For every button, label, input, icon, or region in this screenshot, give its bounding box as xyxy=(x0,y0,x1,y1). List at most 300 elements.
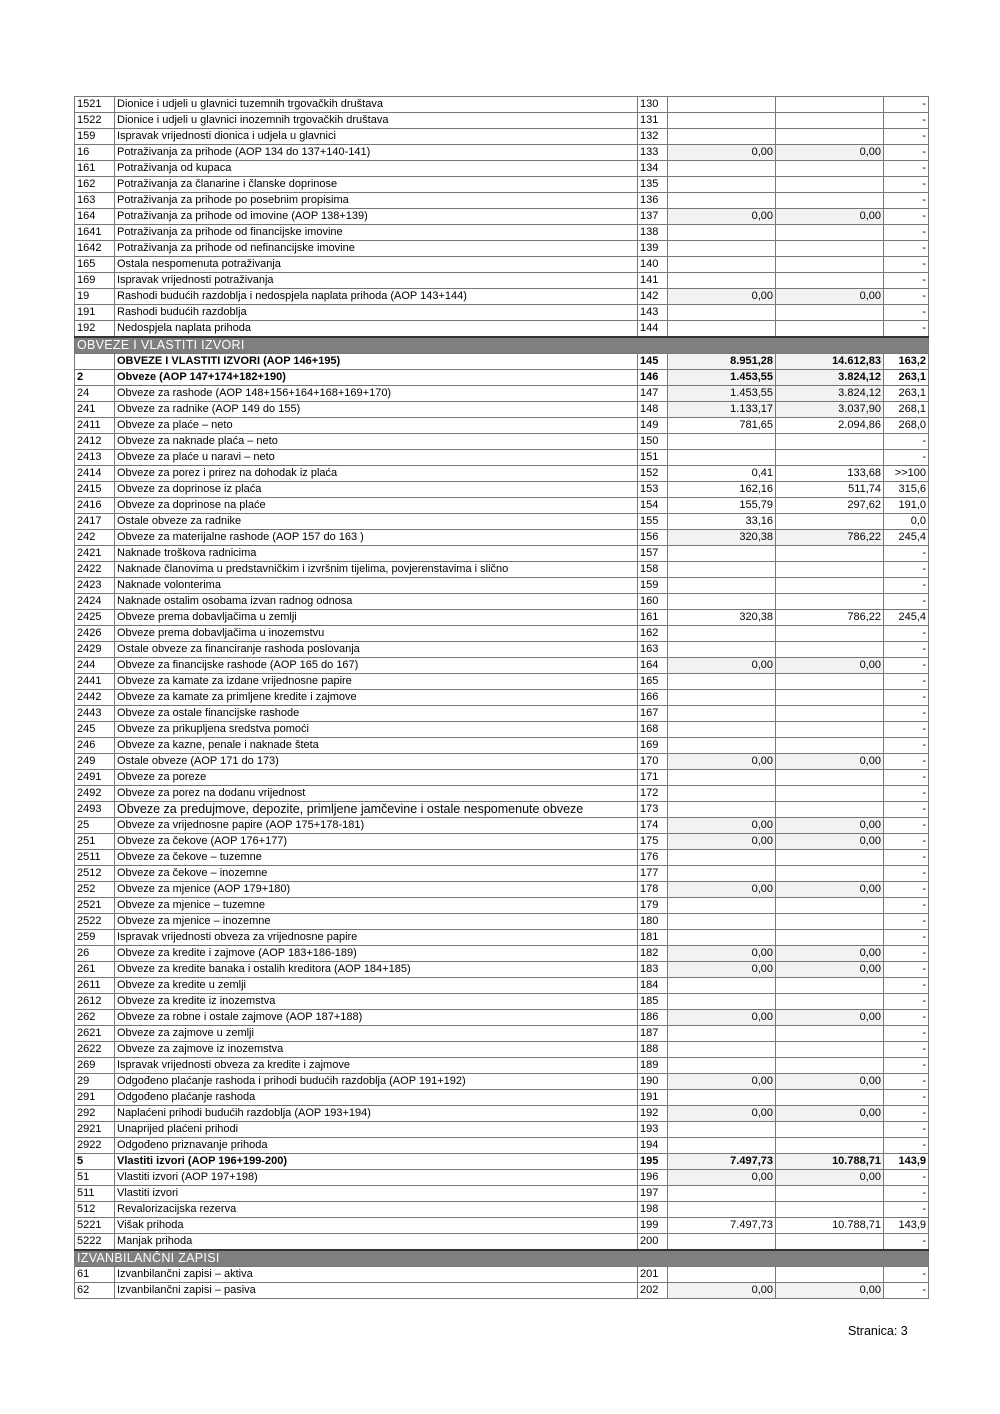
prior-period-value-cell: 0,00 xyxy=(668,658,776,674)
account-name-cell: Višak prihoda xyxy=(115,1218,638,1234)
aop-code-cell: 173 xyxy=(638,802,668,818)
account-code-cell: 512 xyxy=(75,1202,115,1218)
table-row xyxy=(75,1074,929,1090)
prior-period-value-cell: 0,00 xyxy=(668,145,776,161)
balance-sheet-table xyxy=(74,96,929,1299)
index-cell: - xyxy=(884,1170,929,1186)
section-header-row xyxy=(75,337,929,354)
current-period-value-cell: 0,00 xyxy=(776,754,884,770)
aop-code-cell: 197 xyxy=(638,1186,668,1202)
account-name-cell: Izvanbilančni zapisi – aktiva xyxy=(115,1267,638,1283)
index-cell: - xyxy=(884,946,929,962)
table-row xyxy=(75,1283,929,1299)
account-code-cell: 169 xyxy=(75,273,115,289)
index-cell: - xyxy=(884,1042,929,1058)
account-name-cell: Obveze za kazne, penale i naknade šteta xyxy=(115,738,638,754)
aop-code-cell: 189 xyxy=(638,1058,668,1074)
aop-code-cell: 171 xyxy=(638,770,668,786)
aop-code-cell: 169 xyxy=(638,738,668,754)
table-row xyxy=(75,1234,929,1251)
prior-period-value-cell: 0,00 xyxy=(668,754,776,770)
table-row xyxy=(75,914,929,930)
table-row xyxy=(75,994,929,1010)
table-row xyxy=(75,978,929,994)
prior-period-value-cell xyxy=(668,1058,776,1074)
index-cell: - xyxy=(884,321,929,338)
account-code-cell: 5221 xyxy=(75,1218,115,1234)
account-code-cell: 262 xyxy=(75,1010,115,1026)
prior-period-value-cell xyxy=(668,914,776,930)
current-period-value-cell xyxy=(776,994,884,1010)
current-period-value-cell: 0,00 xyxy=(776,882,884,898)
aop-code-cell: 160 xyxy=(638,594,668,610)
current-period-value-cell: 0,00 xyxy=(776,1074,884,1090)
current-period-value-cell xyxy=(776,562,884,578)
account-code-cell: 511 xyxy=(75,1186,115,1202)
prior-period-value-cell: 0,00 xyxy=(668,1074,776,1090)
section-title: IZVANBILANČNI ZAPISI xyxy=(75,1250,929,1267)
account-code-cell: 159 xyxy=(75,129,115,145)
index-cell: - xyxy=(884,898,929,914)
table-row xyxy=(75,1186,929,1202)
table-row xyxy=(75,386,929,402)
aop-code-cell: 165 xyxy=(638,674,668,690)
table-row xyxy=(75,482,929,498)
account-name-cell: Obveze za rashode (AOP 148+156+164+168+169+170) xyxy=(115,386,638,402)
account-code-cell: 2493 xyxy=(75,802,115,818)
prior-period-value-cell xyxy=(668,546,776,562)
prior-period-value-cell xyxy=(668,562,776,578)
prior-period-value-cell: 0,00 xyxy=(668,962,776,978)
current-period-value-cell xyxy=(776,770,884,786)
index-cell: - xyxy=(884,1122,929,1138)
current-period-value-cell xyxy=(776,546,884,562)
account-name-cell: Obveze za mjenice – tuzemne xyxy=(115,898,638,914)
current-period-value-cell: 0,00 xyxy=(776,209,884,225)
aop-code-cell: 178 xyxy=(638,882,668,898)
index-cell: - xyxy=(884,289,929,305)
current-period-value-cell xyxy=(776,305,884,321)
account-code-cell: 2415 xyxy=(75,482,115,498)
account-name-cell: Vlastiti izvori (AOP 197+198) xyxy=(115,1170,638,1186)
account-name-cell: Obveze za robne i ostale zajmove (AOP 187+188) xyxy=(115,1010,638,1026)
account-name-cell: Obveze za porez i prirez na dohodak iz plaća xyxy=(115,466,638,482)
index-cell: - xyxy=(884,257,929,273)
index-cell: 143,9 xyxy=(884,1218,929,1234)
aop-code-cell: 185 xyxy=(638,994,668,1010)
table-row xyxy=(75,498,929,514)
aop-code-cell: 196 xyxy=(638,1170,668,1186)
prior-period-value-cell xyxy=(668,193,776,209)
index-cell: - xyxy=(884,145,929,161)
current-period-value-cell xyxy=(776,1186,884,1202)
table-row xyxy=(75,129,929,145)
current-period-value-cell xyxy=(776,850,884,866)
current-period-value-cell: 0,00 xyxy=(776,962,884,978)
aop-code-cell: 167 xyxy=(638,706,668,722)
account-code-cell: 2612 xyxy=(75,994,115,1010)
aop-code-cell: 153 xyxy=(638,482,668,498)
index-cell: - xyxy=(884,113,929,129)
account-code-cell: 259 xyxy=(75,930,115,946)
table-row xyxy=(75,1058,929,1074)
table-row xyxy=(75,626,929,642)
index-cell: - xyxy=(884,1010,929,1026)
prior-period-value-cell xyxy=(668,305,776,321)
prior-period-value-cell xyxy=(668,594,776,610)
prior-period-value-cell: 0,41 xyxy=(668,466,776,482)
account-code-cell: 162 xyxy=(75,177,115,193)
current-period-value-cell xyxy=(776,1090,884,1106)
prior-period-value-cell: 0,00 xyxy=(668,289,776,305)
account-code-cell: 2426 xyxy=(75,626,115,642)
table-row xyxy=(75,658,929,674)
table-row xyxy=(75,962,929,978)
current-period-value-cell xyxy=(776,225,884,241)
current-period-value-cell xyxy=(776,193,884,209)
prior-period-value-cell xyxy=(668,898,776,914)
account-code-cell: 2416 xyxy=(75,498,115,514)
account-name-cell: Obveze za čekove (AOP 176+177) xyxy=(115,834,638,850)
table-row xyxy=(75,161,929,177)
account-code-cell: 2412 xyxy=(75,434,115,450)
account-name-cell: Odgođeno plaćanje rashoda xyxy=(115,1090,638,1106)
current-period-value-cell xyxy=(776,161,884,177)
current-period-value-cell: 0,00 xyxy=(776,145,884,161)
prior-period-value-cell xyxy=(668,626,776,642)
account-name-cell: Obveze za zajmove u zemlji xyxy=(115,1026,638,1042)
index-cell: - xyxy=(884,882,929,898)
current-period-value-cell xyxy=(776,113,884,129)
prior-period-value-cell: 0,00 xyxy=(668,1170,776,1186)
account-name-cell: Obveze za porez na dodanu vrijednost xyxy=(115,786,638,802)
aop-code-cell: 166 xyxy=(638,690,668,706)
current-period-value-cell xyxy=(776,257,884,273)
table-row xyxy=(75,1154,929,1170)
current-period-value-cell xyxy=(776,866,884,882)
index-cell: - xyxy=(884,450,929,466)
prior-period-value-cell xyxy=(668,978,776,994)
account-code-cell: 2521 xyxy=(75,898,115,914)
aop-code-cell: 145 xyxy=(638,354,668,370)
current-period-value-cell: 297,62 xyxy=(776,498,884,514)
account-code-cell: 2611 xyxy=(75,978,115,994)
account-code-cell: 2511 xyxy=(75,850,115,866)
index-cell: - xyxy=(884,770,929,786)
account-code-cell: 2422 xyxy=(75,562,115,578)
aop-code-cell: 184 xyxy=(638,978,668,994)
index-cell: - xyxy=(884,802,929,818)
account-name-cell: Obveze za doprinose iz plaća xyxy=(115,482,638,498)
aop-code-cell: 147 xyxy=(638,386,668,402)
prior-period-value-cell xyxy=(668,97,776,113)
table-row xyxy=(75,882,929,898)
account-name-cell: Ostala nespomenuta potraživanja xyxy=(115,257,638,273)
account-name-cell: Obveze (AOP 147+174+182+190) xyxy=(115,370,638,386)
current-period-value-cell xyxy=(776,674,884,690)
table-row xyxy=(75,1090,929,1106)
aop-code-cell: 161 xyxy=(638,610,668,626)
prior-period-value-cell: 0,00 xyxy=(668,882,776,898)
prior-period-value-cell xyxy=(668,1234,776,1251)
prior-period-value-cell xyxy=(668,930,776,946)
index-cell: - xyxy=(884,1026,929,1042)
prior-period-value-cell xyxy=(668,257,776,273)
index-cell: - xyxy=(884,1186,929,1202)
account-name-cell: Naplaćeni prihodi budućih razdoblja (AOP 193+194) xyxy=(115,1106,638,1122)
aop-code-cell: 143 xyxy=(638,305,668,321)
current-period-value-cell xyxy=(776,1234,884,1251)
current-period-value-cell: 511,74 xyxy=(776,482,884,498)
aop-code-cell: 163 xyxy=(638,642,668,658)
account-name-cell: Ostale obveze (AOP 171 do 173) xyxy=(115,754,638,770)
account-name-cell: Rashodi budućih razdoblja i nedospjela naplata prihoda (AOP 143+144) xyxy=(115,289,638,305)
account-code-cell: 291 xyxy=(75,1090,115,1106)
index-cell: - xyxy=(884,594,929,610)
table-row xyxy=(75,450,929,466)
table-row xyxy=(75,434,929,450)
table-row xyxy=(75,898,929,914)
current-period-value-cell xyxy=(776,1058,884,1074)
account-code-cell: 2921 xyxy=(75,1122,115,1138)
account-code-cell: 2424 xyxy=(75,594,115,610)
prior-period-value-cell: 162,16 xyxy=(668,482,776,498)
account-code-cell: 292 xyxy=(75,1106,115,1122)
current-period-value-cell: 786,22 xyxy=(776,610,884,626)
account-code-cell: 261 xyxy=(75,962,115,978)
account-name-cell: Ispravak vrijednosti potraživanja xyxy=(115,273,638,289)
account-code-cell: 2622 xyxy=(75,1042,115,1058)
index-cell: - xyxy=(884,1267,929,1283)
table-row xyxy=(75,674,929,690)
current-period-value-cell: 0,00 xyxy=(776,1283,884,1299)
account-name-cell: Obveze za kamate za primljene kredite i zajmove xyxy=(115,690,638,706)
account-code-cell: 2423 xyxy=(75,578,115,594)
index-cell: 245,4 xyxy=(884,530,929,546)
aop-code-cell: 146 xyxy=(638,370,668,386)
current-period-value-cell: 0,00 xyxy=(776,834,884,850)
account-code-cell: 241 xyxy=(75,402,115,418)
account-code-cell: 244 xyxy=(75,658,115,674)
account-name-cell: Vlastiti izvori xyxy=(115,1186,638,1202)
account-name-cell: Rashodi budućih razdoblja xyxy=(115,305,638,321)
account-code-cell: 269 xyxy=(75,1058,115,1074)
account-name-cell: Obveze za kamate za izdane vrijednosne papire xyxy=(115,674,638,690)
index-cell: 143,9 xyxy=(884,1154,929,1170)
current-period-value-cell: 14.612,83 xyxy=(776,354,884,370)
aop-code-cell: 138 xyxy=(638,225,668,241)
aop-code-cell: 137 xyxy=(638,209,668,225)
aop-code-cell: 192 xyxy=(638,1106,668,1122)
account-code-cell: 2414 xyxy=(75,466,115,482)
account-code-cell: 1642 xyxy=(75,241,115,257)
current-period-value-cell: 10.788,71 xyxy=(776,1218,884,1234)
index-cell: - xyxy=(884,209,929,225)
account-name-cell: Ispravak vrijednosti obveza za kredite i zajmove xyxy=(115,1058,638,1074)
index-cell: - xyxy=(884,1138,929,1154)
account-code-cell: 2621 xyxy=(75,1026,115,1042)
current-period-value-cell xyxy=(776,594,884,610)
prior-period-value-cell: 33,16 xyxy=(668,514,776,530)
current-period-value-cell xyxy=(776,1026,884,1042)
index-cell: - xyxy=(884,706,929,722)
table-row xyxy=(75,802,929,818)
index-cell: - xyxy=(884,930,929,946)
section-header-row xyxy=(75,1250,929,1267)
account-name-cell: Obveze za kredite iz inozemstva xyxy=(115,994,638,1010)
table-row xyxy=(75,193,929,209)
aop-code-cell: 159 xyxy=(638,578,668,594)
index-cell: - xyxy=(884,546,929,562)
current-period-value-cell: 786,22 xyxy=(776,530,884,546)
prior-period-value-cell xyxy=(668,1122,776,1138)
prior-period-value-cell xyxy=(668,786,776,802)
account-name-cell: Potraživanja za prihode (AOP 134 do 137+140-141) xyxy=(115,145,638,161)
index-cell: 268,1 xyxy=(884,402,929,418)
table-row xyxy=(75,610,929,626)
account-code-cell: 2492 xyxy=(75,786,115,802)
account-name-cell: Dionice i udjeli u glavnici tuzemnih trgovačkih društava xyxy=(115,97,638,113)
aop-code-cell: 188 xyxy=(638,1042,668,1058)
account-name-cell: Potraživanja za članarine i članske doprinose xyxy=(115,177,638,193)
prior-period-value-cell xyxy=(668,1186,776,1202)
account-code-cell: 249 xyxy=(75,754,115,770)
account-code-cell xyxy=(75,354,115,370)
table-row xyxy=(75,1010,929,1026)
current-period-value-cell xyxy=(776,642,884,658)
account-code-cell: 16 xyxy=(75,145,115,161)
table-row xyxy=(75,289,929,305)
aop-code-cell: 176 xyxy=(638,850,668,866)
section-title: OBVEZE I VLASTITI IZVORI xyxy=(75,337,929,354)
index-cell: 0,0 xyxy=(884,514,929,530)
account-name-cell: Revalorizacijska rezerva xyxy=(115,1202,638,1218)
current-period-value-cell xyxy=(776,514,884,530)
current-period-value-cell xyxy=(776,321,884,338)
account-code-cell: 2413 xyxy=(75,450,115,466)
table-row xyxy=(75,738,929,754)
account-name-cell: Obveze za materijalne rashode (AOP 157 do 163 ) xyxy=(115,530,638,546)
prior-period-value-cell: 1.133,17 xyxy=(668,402,776,418)
prior-period-value-cell: 0,00 xyxy=(668,818,776,834)
index-cell: - xyxy=(884,177,929,193)
index-cell: 263,1 xyxy=(884,386,929,402)
table-row xyxy=(75,1122,929,1138)
table-row xyxy=(75,594,929,610)
prior-period-value-cell xyxy=(668,177,776,193)
current-period-value-cell: 0,00 xyxy=(776,289,884,305)
table-row xyxy=(75,97,929,113)
prior-period-value-cell xyxy=(668,738,776,754)
prior-period-value-cell xyxy=(668,1202,776,1218)
current-period-value-cell xyxy=(776,1042,884,1058)
table-row xyxy=(75,786,929,802)
aop-code-cell: 186 xyxy=(638,1010,668,1026)
index-cell: - xyxy=(884,738,929,754)
aop-code-cell: 179 xyxy=(638,898,668,914)
account-code-cell: 164 xyxy=(75,209,115,225)
table-row xyxy=(75,321,929,338)
table-row xyxy=(75,1138,929,1154)
account-code-cell: 2522 xyxy=(75,914,115,930)
index-cell: - xyxy=(884,241,929,257)
account-name-cell: Obveze za plaće – neto xyxy=(115,418,638,434)
table-row xyxy=(75,418,929,434)
aop-code-cell: 191 xyxy=(638,1090,668,1106)
current-period-value-cell xyxy=(776,241,884,257)
account-code-cell: 163 xyxy=(75,193,115,209)
table-row xyxy=(75,113,929,129)
account-name-cell: Obveze za prikupljena sredstva pomoći xyxy=(115,722,638,738)
aop-code-cell: 168 xyxy=(638,722,668,738)
prior-period-value-cell xyxy=(668,1090,776,1106)
table-row xyxy=(75,818,929,834)
account-code-cell: 161 xyxy=(75,161,115,177)
index-cell: - xyxy=(884,273,929,289)
prior-period-value-cell: 8.951,28 xyxy=(668,354,776,370)
index-cell: - xyxy=(884,994,929,1010)
index-cell: - xyxy=(884,658,929,674)
current-period-value-cell xyxy=(776,786,884,802)
index-cell: - xyxy=(884,834,929,850)
prior-period-value-cell xyxy=(668,1267,776,1283)
table-row xyxy=(75,530,929,546)
current-period-value-cell xyxy=(776,578,884,594)
account-code-cell: 191 xyxy=(75,305,115,321)
index-cell: - xyxy=(884,434,929,450)
index-cell: - xyxy=(884,1202,929,1218)
prior-period-value-cell: 320,38 xyxy=(668,610,776,626)
prior-period-value-cell xyxy=(668,1042,776,1058)
account-name-cell: Odgođeno plaćanje rashoda i prihodi budućih razdoblja (AOP 191+192) xyxy=(115,1074,638,1090)
account-name-cell: Obveze za čekove – inozemne xyxy=(115,866,638,882)
aop-code-cell: 130 xyxy=(638,97,668,113)
account-code-cell: 5 xyxy=(75,1154,115,1170)
account-name-cell: Ispravak vrijednosti dionica i udjela u glavnici xyxy=(115,129,638,145)
current-period-value-cell xyxy=(776,722,884,738)
table-row xyxy=(75,834,929,850)
index-cell: - xyxy=(884,642,929,658)
account-code-cell: 2417 xyxy=(75,514,115,530)
aop-code-cell: 156 xyxy=(638,530,668,546)
aop-code-cell: 142 xyxy=(638,289,668,305)
index-cell: - xyxy=(884,1090,929,1106)
aop-code-cell: 194 xyxy=(638,1138,668,1154)
current-period-value-cell xyxy=(776,273,884,289)
account-name-cell: OBVEZE I VLASTITI IZVORI (AOP 146+195) xyxy=(115,354,638,370)
aop-code-cell: 154 xyxy=(638,498,668,514)
prior-period-value-cell: 155,79 xyxy=(668,498,776,514)
index-cell: 163,2 xyxy=(884,354,929,370)
prior-period-value-cell: 0,00 xyxy=(668,1106,776,1122)
account-name-cell: Potraživanja za prihode od imovine (AOP 138+139) xyxy=(115,209,638,225)
current-period-value-cell xyxy=(776,129,884,145)
account-name-cell: Vlastiti izvori (AOP 196+199-200) xyxy=(115,1154,638,1170)
aop-code-cell: 131 xyxy=(638,113,668,129)
current-period-value-cell: 10.788,71 xyxy=(776,1154,884,1170)
table-row xyxy=(75,930,929,946)
current-period-value-cell xyxy=(776,690,884,706)
current-period-value-cell xyxy=(776,450,884,466)
prior-period-value-cell: 1.453,55 xyxy=(668,386,776,402)
account-code-cell: 2429 xyxy=(75,642,115,658)
table-row xyxy=(75,706,929,722)
aop-code-cell: 148 xyxy=(638,402,668,418)
index-cell: - xyxy=(884,305,929,321)
aop-code-cell: 201 xyxy=(638,1267,668,1283)
table-row xyxy=(75,946,929,962)
prior-period-value-cell xyxy=(668,866,776,882)
